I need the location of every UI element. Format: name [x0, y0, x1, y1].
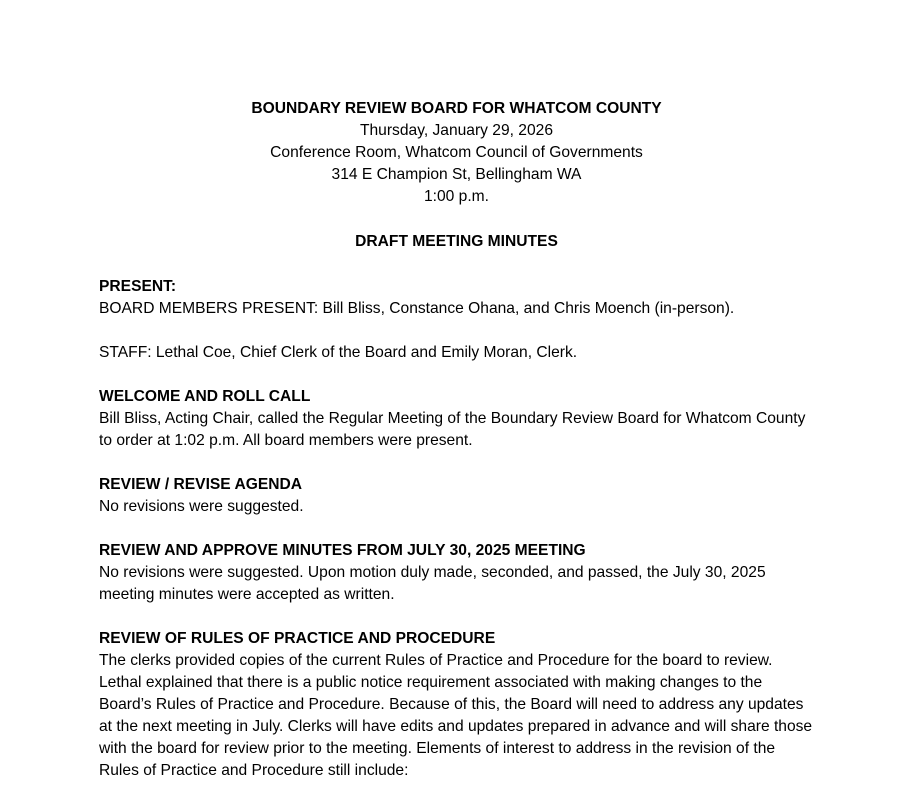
- meeting-location: Conference Room, Whatcom Council of Governments: [270, 144, 643, 161]
- section-staff: [99, 342, 819, 364]
- section-welcome: [99, 386, 819, 452]
- document-title: DRAFT MEETING MINUTES: [355, 233, 558, 250]
- section-text: No revisions were suggested.: [99, 498, 304, 515]
- meeting-address: 314 E Champion St, Bellingham WA: [331, 166, 582, 183]
- staff-present: STAFF: Lethal Coe, Chief Clerk of the Board and Emily Moran, Clerk.: [99, 344, 578, 361]
- section-present: [99, 276, 819, 320]
- section-heading: PRESENT:: [99, 278, 177, 295]
- minutes-body: [99, 276, 819, 804]
- meeting-date: Thursday, January 29, 2026: [359, 122, 554, 139]
- board-members-present: BOARD MEMBERS PRESENT: Bill Bliss, Constance Ohana, and Chris Moench (in-person).: [99, 300, 735, 317]
- section-heading: WELCOME AND ROLL CALL: [99, 388, 311, 405]
- section-text: The clerks provided copies of the current Rules of Practice and Procedure for the board to review. Lethal explained that there is a public notice requirement associated with making changes to the Board’s Rules of Practice and Procedure. Because of this, the Board will need to address any updates at the next meeting in July. Clerks will have edits and updates prepared in advance and will share those with the board for review prior to the meeting. Elements of interest to address in the revision of the Rules of Practice and Procedure still include:: [99, 652, 813, 779]
- section-text: Bill Bliss, Acting Chair, called the Regular Meeting of the Boundary Review Board for Whatcom County to order at 1:02 p.m. All board members were present.: [99, 410, 806, 449]
- section-text: No revisions were suggested. Upon motion duly made, seconded, and passed, the July 30, 2025 meeting minutes were accepted as written.: [99, 564, 766, 603]
- meeting-time: 1:00 p.m.: [423, 188, 489, 205]
- organization-name: BOUNDARY REVIEW BOARD FOR WHATCOM COUNTY: [251, 100, 662, 117]
- section-rules-review: [99, 628, 819, 782]
- section-heading: REVIEW OF RULES OF PRACTICE AND PROCEDURE: [99, 630, 496, 647]
- section-agenda: [99, 474, 819, 518]
- section-heading: REVIEW AND APPROVE MINUTES FROM JULY 30, 2025 MEETING: [99, 542, 586, 559]
- section-minutes-approval: [99, 540, 819, 606]
- meeting-header: [0, 98, 913, 208]
- section-heading: REVIEW / REVISE AGENDA: [99, 476, 303, 493]
